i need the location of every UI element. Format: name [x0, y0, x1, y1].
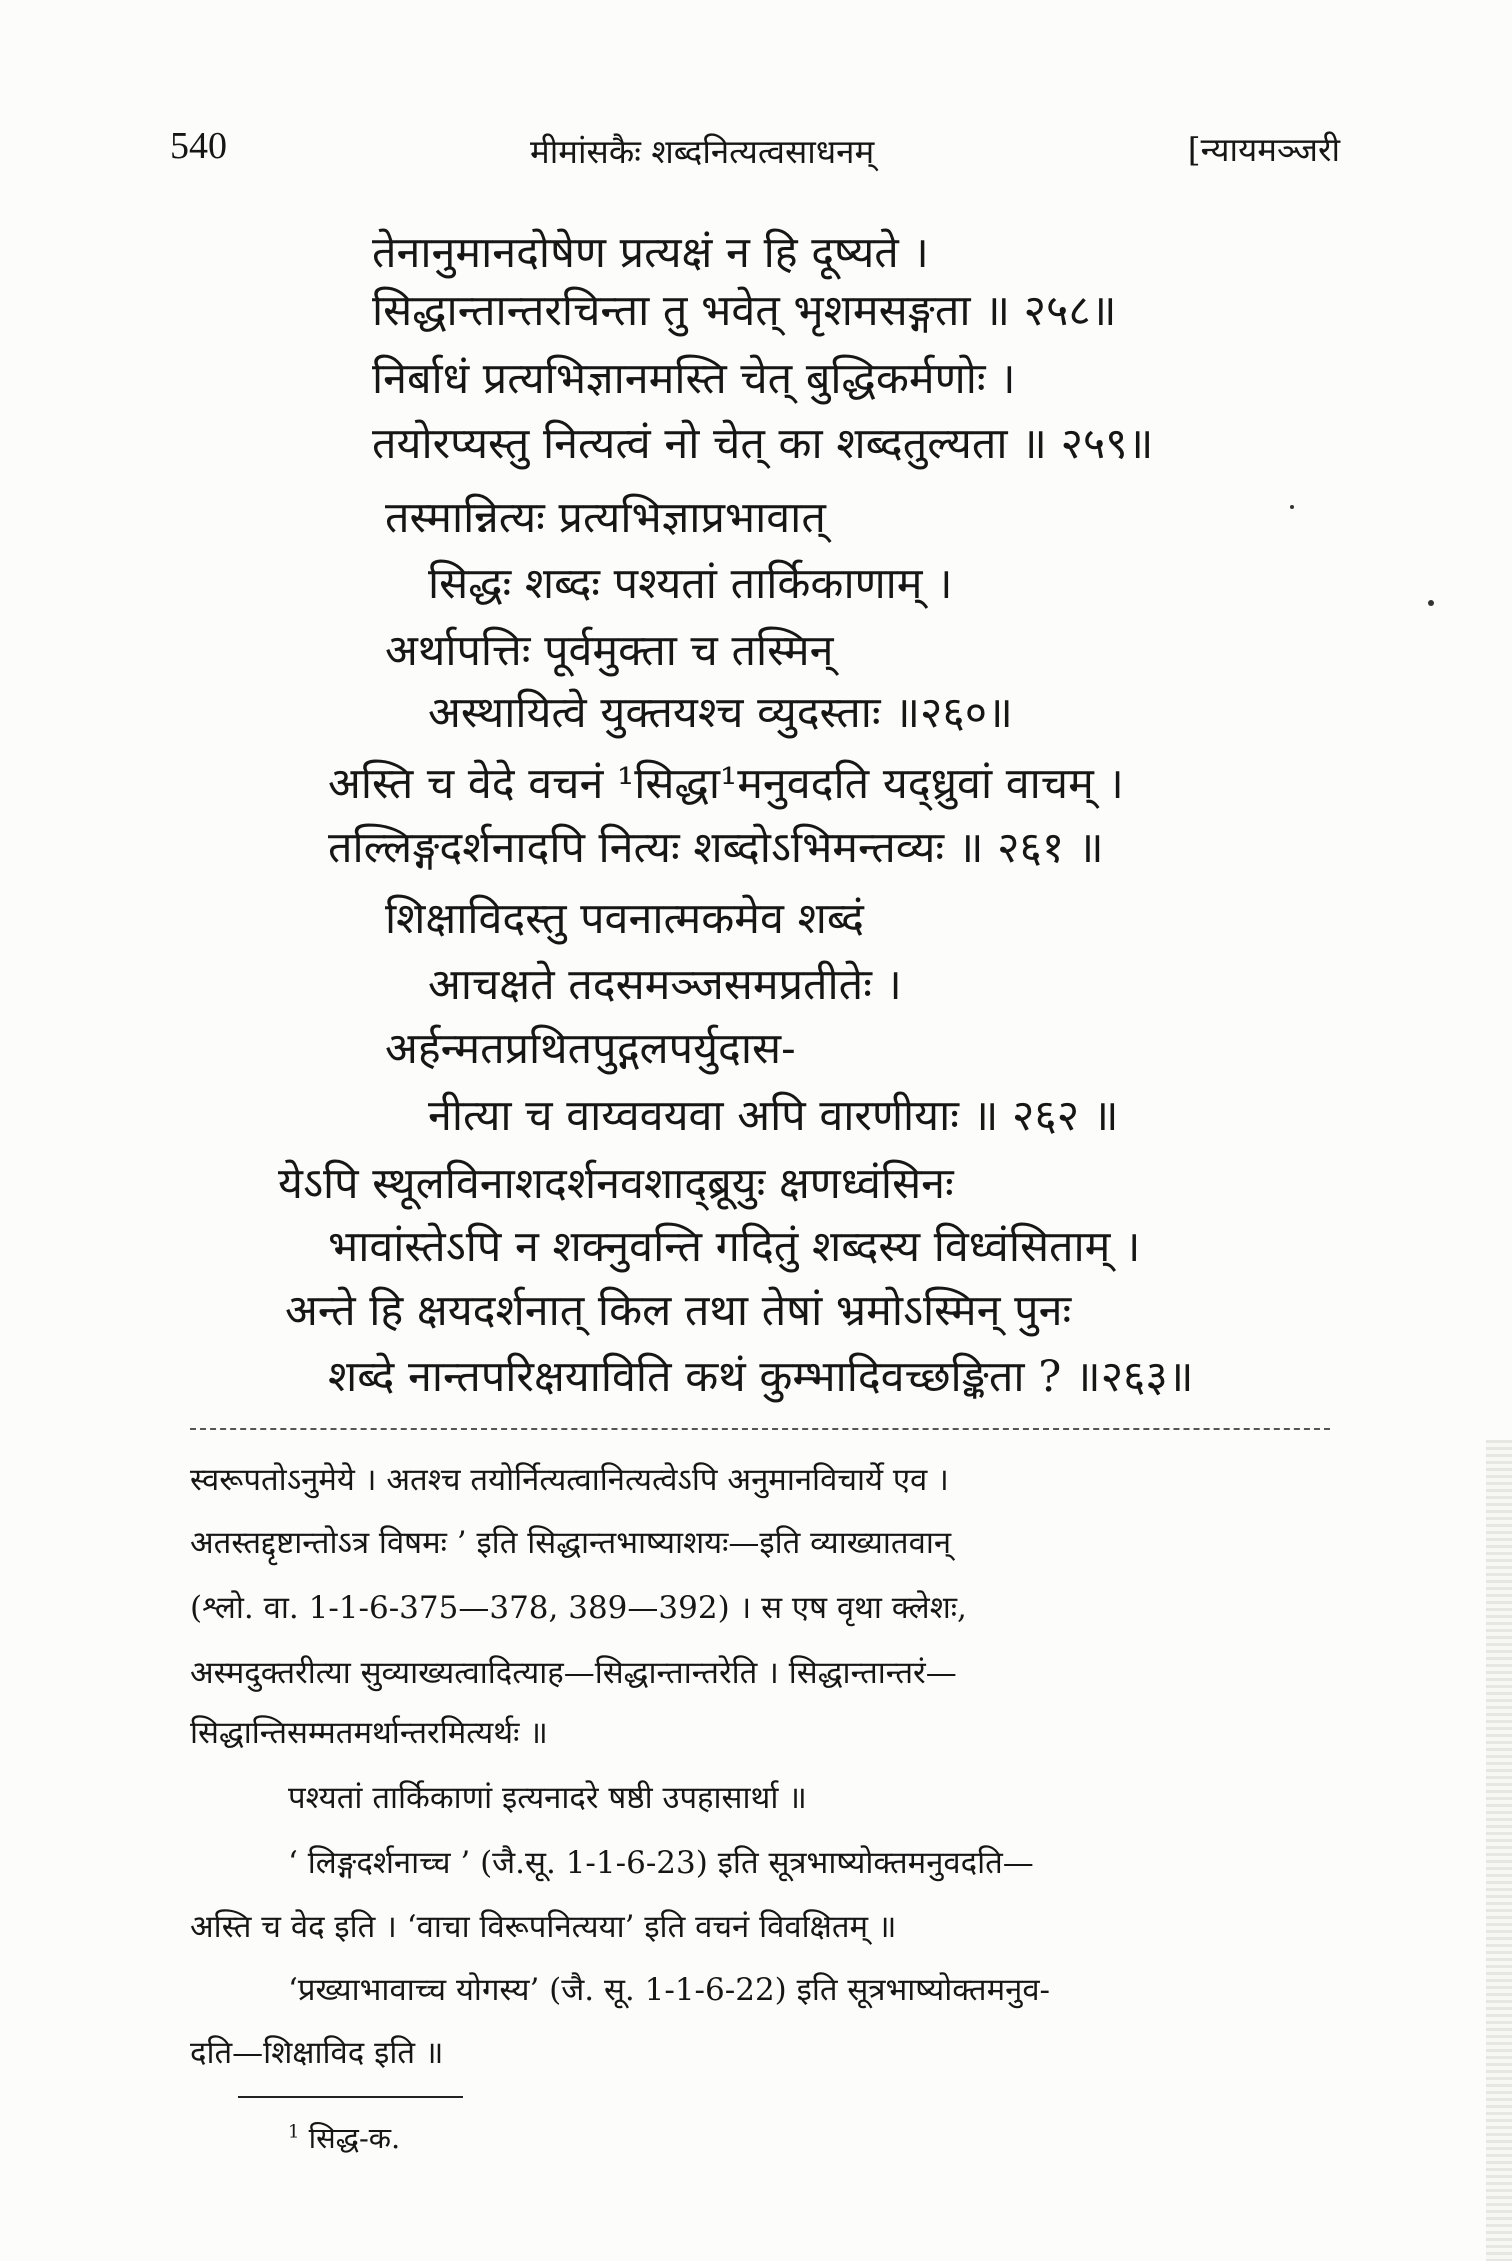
- verse-line: तयोरप्यस्तु नित्यत्वं नो चेत् का शब्दतुल्यता ॥ २५९॥: [372, 419, 1154, 469]
- verse-line: शब्दे नान्तपरिक्षयाविति कथं कुम्भादिवच्छङ्किता ? ॥२६३॥: [328, 1352, 1194, 1402]
- commentary-line: स्वरूपतोऽनुमेये । अतश्च तयोर्नित्यत्वानित्यत्वेऽपि अनुमानविचार्ये एव ।: [190, 1462, 949, 1498]
- section-divider: [190, 1428, 1330, 1430]
- scan-speck: [1428, 600, 1434, 606]
- verse-line: सिद्धान्तान्तरचिन्ता तु भवेत् भृशमसङ्गता ॥ २५८॥: [372, 286, 1117, 336]
- verse-line: आचक्षते तदसमञ्जसमप्रतीतेः ।: [428, 960, 902, 1010]
- commentary-line: ‘प्रख्याभावाच्च योगस्य’ (जै. सू. 1-1-6-22) इति सूत्रभाष्योक्तमनुव-: [288, 1972, 1051, 2008]
- verse-line: निर्बाधं प्रत्यभिज्ञानमस्ति चेत् बुद्धिकर्मणोः ।: [372, 354, 1016, 404]
- commentary-line: सिद्धान्तिसम्मतमर्थान्तरमित्यर्थः ॥: [190, 1715, 548, 1751]
- commentary-line: ‘ लिङ्गदर्शनाच्च ’ (जै.सू. 1-1-6-23) इति सूत्रभाष्योक्तमनुवदति—: [288, 1845, 1034, 1881]
- footnote: [288, 2118, 400, 2157]
- commentary-line: अस्ति च वेद इति । ‘वाचा विरूपनित्यया’ इति वचनं विवक्षितम् ॥: [190, 1909, 897, 1945]
- page-header: [170, 118, 1340, 178]
- commentary-line: (श्लो. वा. 1-1-6-375—378, 389—392) । स एष वृथा क्लेशः,: [190, 1590, 967, 1626]
- verse-line: अर्हन्मतप्रथितपुद्गलपर्युदास-: [385, 1024, 796, 1074]
- commentary-line: दति—शिक्षाविद इति ॥: [190, 2035, 444, 2071]
- scan-edge-shadow: [1486, 1440, 1512, 2261]
- running-title: मीमांसकैः शब्दनित्यत्वसाधनम्: [530, 132, 875, 171]
- verse-line: शिक्षाविदस्तु पवनात्मकमेव शब्दं: [385, 894, 864, 944]
- verse-line: तल्लिङ्गदर्शनादपि नित्यः शब्दोऽभिमन्तव्यः ॥ २६१ ॥: [328, 823, 1104, 873]
- verse-line: अर्थापत्तिः पूर्वमुक्ता च तस्मिन्: [385, 626, 834, 676]
- verse-line: तेनानुमानदोषेण प्रत्यक्षं न हि दूष्यते ।: [372, 228, 929, 278]
- commentary-line: अस्मदुक्तरीत्या सुव्याख्यत्वादित्याह—सिद्धान्तान्तरेति । सिद्धान्तान्तरं—: [190, 1655, 957, 1691]
- commentary-line: अतस्तद्दृष्टान्तोऽत्र विषमः ’ इति सिद्धान्तभाष्याशयः—इति व्याख्यातवान्: [190, 1525, 952, 1561]
- footnote-mark: 1: [288, 2121, 300, 2143]
- scan-speck: [1290, 505, 1294, 509]
- footnote-rule: [238, 2096, 463, 2098]
- verse-line: भावांस्तेऽपि न शक्नुवन्ति गदितुं शब्दस्य विध्वंसिताम् ।: [328, 1222, 1141, 1272]
- commentary-line: पश्यतां तार्किकाणां इत्यनादरे षष्ठी उपहासार्था ॥: [288, 1780, 807, 1816]
- verse-line: येऽपि स्थूलविनाशदर्शनवशाद्ब्रूयुः क्षणध्वंसिनः: [278, 1159, 954, 1209]
- verse-line: सिद्धः शब्दः पश्यतां तार्किकाणाम् ।: [428, 559, 953, 609]
- verse-line: अन्ते हि क्षयदर्शनात् किल तथा तेषां भ्रमोऽस्मिन् पुनः: [285, 1286, 1072, 1336]
- page-number: 540: [170, 125, 227, 167]
- verse-line: अस्थायित्वे युक्तयश्च व्युदस्ताः ॥२६०॥: [428, 688, 1013, 738]
- verse-line: तस्मान्नित्यः प्रत्यभिज्ञाप्रभावात्: [385, 493, 826, 543]
- footnote-text: सिद्ध-क.: [308, 2121, 401, 2155]
- verse-line: नीत्या च वाय्ववयवा अपि वारणीयाः ॥ २६२ ॥: [428, 1091, 1119, 1141]
- book-title: [न्यायमञ्जरी: [1187, 130, 1340, 169]
- verse-line: अस्ति च वेदे वचनं ¹सिद्धा¹मनुवदति यद्ध्रुवां वाचम् ।: [328, 759, 1124, 809]
